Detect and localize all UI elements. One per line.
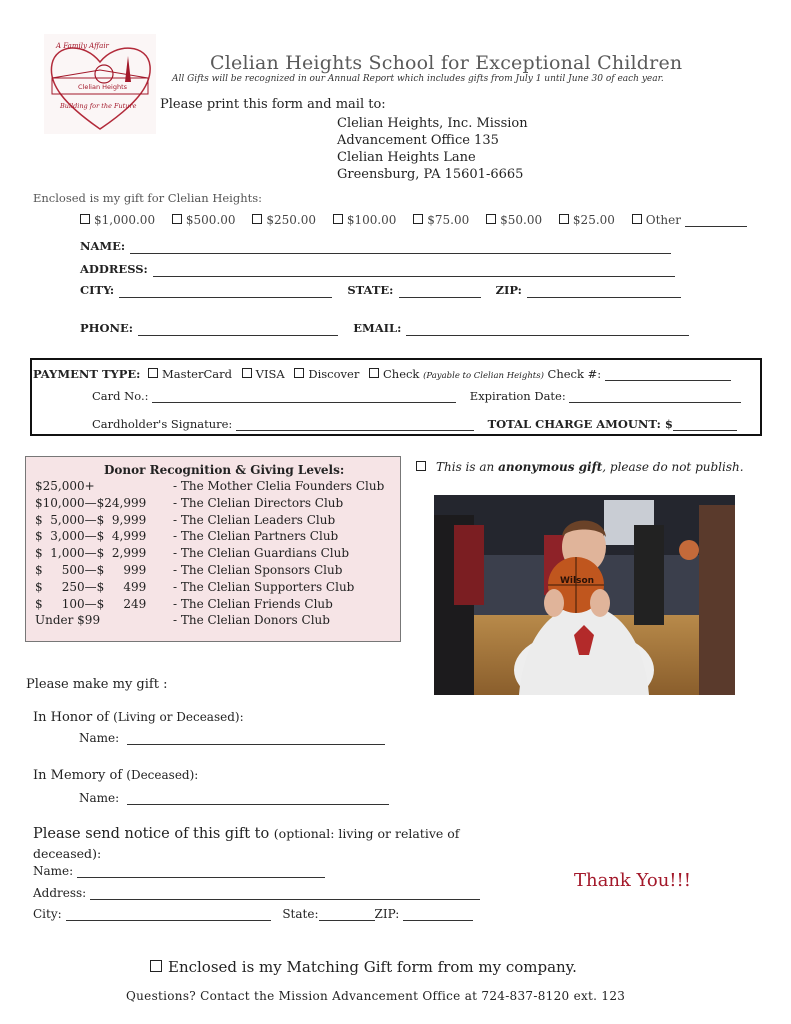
gift-intro: Enclosed is my gift for Clelian Heights: [33,191,263,205]
notice-state-field[interactable] [319,920,375,921]
city-field[interactable] [119,297,332,298]
honor-heading: In Honor of (Living or Deceased): [33,710,244,725]
check-checkbox[interactable] [369,368,379,378]
memory-name-field[interactable] [127,804,389,805]
address-label: ADDRESS: [80,262,148,276]
questions-contact: Questions? Contact the Mission Advancement Office at 724-837-8120 ext. 123 [126,989,626,1003]
email-label: EMAIL: [353,321,402,335]
state-label: STATE: [347,283,394,297]
list-item: $ 250—$ 499 - The Clelian Supporters Club [35,579,355,594]
list-item: $ 100—$ 249 - The Clelian Friends Club [35,596,333,611]
notice-city-label: City: [33,907,62,921]
total-amount-field[interactable] [673,430,737,431]
thank-you-text: Thank You!!! [574,870,691,891]
state-field[interactable] [399,297,481,298]
page-subtitle: All Gifts will be recognized in our Annual Report which includes gifts from July 1 until June 30 of each year. [172,74,664,84]
giving-levels-list [35,478,384,629]
list-item: $25,000+ - The Mother Clelia Founders Club [35,479,385,493]
check-number-field[interactable] [605,380,731,381]
mailing-address [337,115,528,183]
memory-name-label: Name: [79,791,120,805]
amount-option[interactable]: $100.00 [333,213,397,227]
signature-row [92,417,737,431]
checkbox[interactable] [172,214,182,224]
discover-checkbox[interactable] [294,368,304,378]
amount-option-other[interactable]: Other [632,213,747,227]
check-note: (Payable to Clelian Heights) [423,371,544,381]
card-number-label: Card No.: [92,389,149,403]
logo-text-top: A Family Affair [56,42,109,50]
mastercard-label: MasterCard [162,367,233,381]
ball-brand-text: Wilson [560,576,595,586]
school-logo [44,34,156,134]
notice-name-row [33,864,325,878]
payment-type-label: PAYMENT TYPE: [33,367,141,381]
list-item: $ 1,000—$ 2,999 - The Clelian Guardians Club [35,546,350,561]
phone-label: PHONE: [80,321,134,335]
email-field[interactable] [406,335,689,336]
card-row [92,389,741,403]
address-line-2: Advancement Office 135 [337,133,499,148]
list-item: $ 3,000—$ 4,999 - The Clelian Partners Club [35,529,339,544]
giving-levels-title: Donor Recognition & Giving Levels: [104,463,345,477]
address-line-4: Greensburg, PA 15601-6665 [337,167,524,182]
notice-address-row [33,886,480,900]
name-row [80,235,671,254]
anonymous-checkbox[interactable] [416,461,426,471]
notice-address-field[interactable] [90,899,480,900]
gift-amount-options [80,213,747,227]
student-basketball-photo [434,495,735,695]
zip-field[interactable] [527,297,681,298]
checkbox[interactable] [333,214,343,224]
address-line-1: Clelian Heights, Inc. Mission [337,116,528,131]
honor-name-label: Name: [79,731,120,745]
notice-name-label: Name: [33,864,74,878]
notice-heading: Please send notice of this gift to (optional: living or relative of deceased): [33,826,460,861]
mastercard-checkbox[interactable] [148,368,158,378]
other-amount-field[interactable] [685,226,747,227]
amount-option[interactable]: $50.00 [486,213,542,227]
honor-name-row [79,731,385,745]
honor-name-field[interactable] [127,744,385,745]
checkbox[interactable] [486,214,496,224]
discover-label: Discover [308,367,360,381]
amount-option[interactable]: $500.00 [172,213,236,227]
mail-instructions: Please print this form and mail to: [160,97,386,112]
name-label: NAME: [80,239,126,253]
address-line-3: Clelian Heights Lane [337,150,476,165]
amount-option[interactable]: $25.00 [559,213,615,227]
visa-label: VISA [255,367,285,381]
zip-label: ZIP: [495,283,522,297]
signature-field[interactable] [236,430,474,431]
checkbox[interactable] [632,214,642,224]
notice-city-field[interactable] [66,920,271,921]
matching-gift-option[interactable]: Enclosed is my Matching Gift form from my company. [150,958,577,976]
memory-heading: In Memory of (Deceased): [33,768,199,783]
address-row [80,258,675,277]
payment-type-row [33,367,731,381]
signature-label: Cardholder's Signature: [92,417,233,431]
amount-option[interactable]: $250.00 [252,213,316,227]
list-item: Under $99 - The Clelian Donors Club [35,613,330,628]
checkbox[interactable] [559,214,569,224]
list-item: $ 5,000—$ 9,999 - The Clelian Leaders Club [35,512,336,527]
checkbox[interactable] [413,214,423,224]
logo-text-bottom: Building for the Future [60,102,137,110]
make-gift-heading: Please make my gift : [26,677,168,692]
phone-field[interactable] [138,335,338,336]
matching-gift-checkbox[interactable] [150,960,162,972]
amount-option[interactable]: $75.00 [413,213,469,227]
expiration-field[interactable] [569,402,741,403]
name-field[interactable] [130,253,671,254]
visa-checkbox[interactable] [242,368,252,378]
notice-address-label: Address: [33,886,87,900]
city-label: CITY: [80,283,115,297]
expiration-label: Expiration Date: [469,389,566,403]
city-row [80,279,681,298]
memory-name-row [79,791,389,805]
notice-zip-label: ZIP: [374,907,400,921]
check-label: Check [382,367,420,381]
notice-state-label: State: [282,907,319,921]
list-item: $10,000—$24,999 - The Clelian Directors Club [35,495,344,510]
phone-row [80,317,689,336]
notice-name-field[interactable] [77,877,325,878]
logo-text-center: Clelian Heights [78,83,127,91]
notice-city-row [33,907,473,921]
page-title: Clelian Heights School for Exceptional Children [210,52,683,74]
address-field[interactable] [153,276,675,277]
checkbox[interactable] [80,214,90,224]
notice-zip-field[interactable] [403,920,473,921]
amount-option[interactable]: $1,000.00 [80,213,155,227]
total-amount-label: TOTAL CHARGE AMOUNT: $ [487,417,673,431]
card-number-field[interactable] [152,402,456,403]
list-item: $ 500—$ 999 - The Clelian Sponsors Club [35,562,343,577]
checkbox[interactable] [252,214,262,224]
anonymous-gift-option[interactable]: This is an anonymous gift, please do not publish. [416,460,744,474]
check-number-label: Check #: [547,367,602,381]
